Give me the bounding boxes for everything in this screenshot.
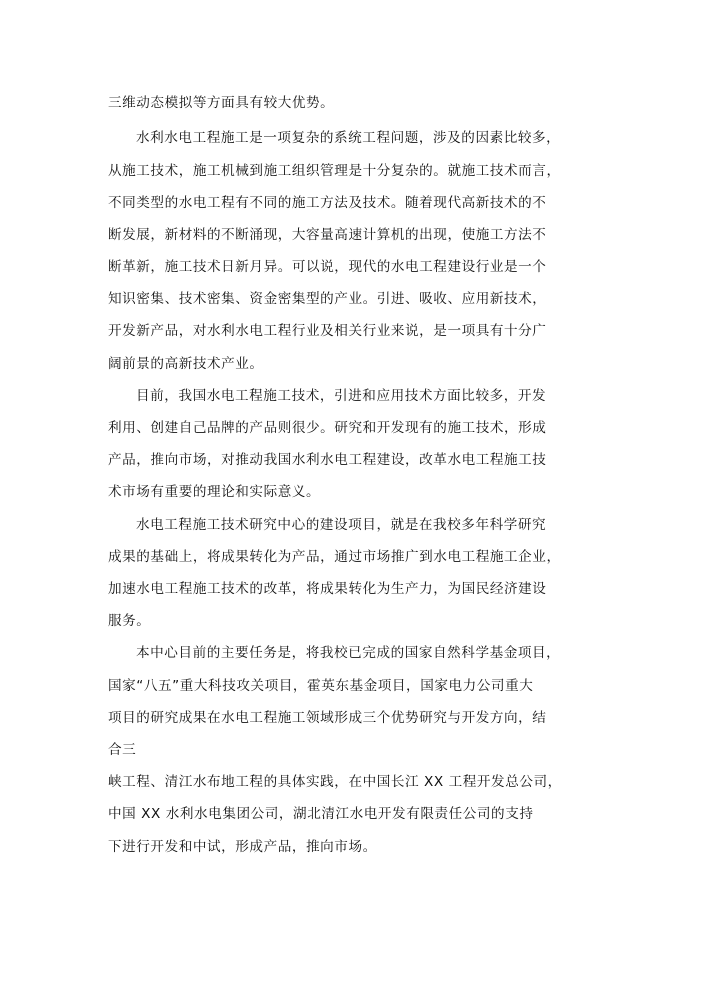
text-line: 开发新产品，对水利水电工程行业及相关行业来说，是一项具有十分广 bbox=[108, 323, 547, 339]
text-line: 产品，推向市场，对推动我国水利水电工程建设，改革水电工程施工技 bbox=[108, 452, 547, 468]
text-line: 利用、创建自己品牌的产品则很少。研究和开发现有的施工技术，形成 bbox=[108, 420, 547, 436]
text-line: 水电工程施工技术研究中心的建设项目，就是在我校多年科学研究 bbox=[136, 517, 547, 533]
text-line: 目前，我国水电工程施工技术，引进和应用技术方面比较多，开发 bbox=[136, 388, 547, 404]
text-line: 不同类型的水电工程有不同的施工方法及技术。随着现代高新技术的不 bbox=[108, 195, 547, 211]
text-line: 术市场有重要的理论和实际意义。 bbox=[108, 484, 321, 500]
text-line: 本中心目前的主要任务是，将我校已完成的国家自然科学基金项目， bbox=[136, 645, 561, 661]
text-line: 断发展，新材料的不断涌现，大容量高速计算机的出现，使施工方法不 bbox=[108, 227, 547, 243]
text-line: 加速水电工程施工技术的改革，将成果转化为生产力，为国民经济建设 bbox=[108, 581, 547, 597]
text-line: 从施工技术，施工机械到施工组织管理是十分复杂的。就施工技术而言， bbox=[108, 163, 561, 179]
text-line: 合三 bbox=[108, 742, 137, 758]
text-line: 成果的基础上，将成果转化为产品，通过市场推广到水电工程施工企业， bbox=[108, 549, 561, 565]
text-line: 峡工程、清江水布地工程的具体实践，在中国长江 XX 工程开发总公司， bbox=[108, 774, 562, 790]
text-line: 水利水电工程施工是一项复杂的系统工程问题，涉及的因素比较多， bbox=[136, 130, 561, 146]
text-line: 知识密集、技术密集、资金密集型的产业。引进、吸收、应用新技术， bbox=[108, 291, 547, 307]
text-line: 阔前景的高新技术产业。 bbox=[108, 356, 264, 372]
text-line: 国家“八五”重大科技攻关项目，霍英东基金项目，国家电力公司重大 bbox=[108, 678, 534, 694]
text-line: 三维动态模拟等方面具有较大优势。 bbox=[108, 95, 335, 111]
text-line: 服务。 bbox=[108, 613, 151, 629]
text-line: 下进行开发和中试，形成产品，推向市场。 bbox=[108, 839, 377, 855]
text-line: 项目的研究成果在水电工程施工领域形成三个优势研究与开发方向，结 bbox=[108, 710, 547, 726]
text-line: 中国 XX 水利水电集团公司，湖北清江水电开发有限责任公司的支持 bbox=[108, 806, 534, 822]
text-line: 断革新，施工技术日新月异。可以说，现代的水电工程建设行业是一个 bbox=[108, 259, 547, 275]
